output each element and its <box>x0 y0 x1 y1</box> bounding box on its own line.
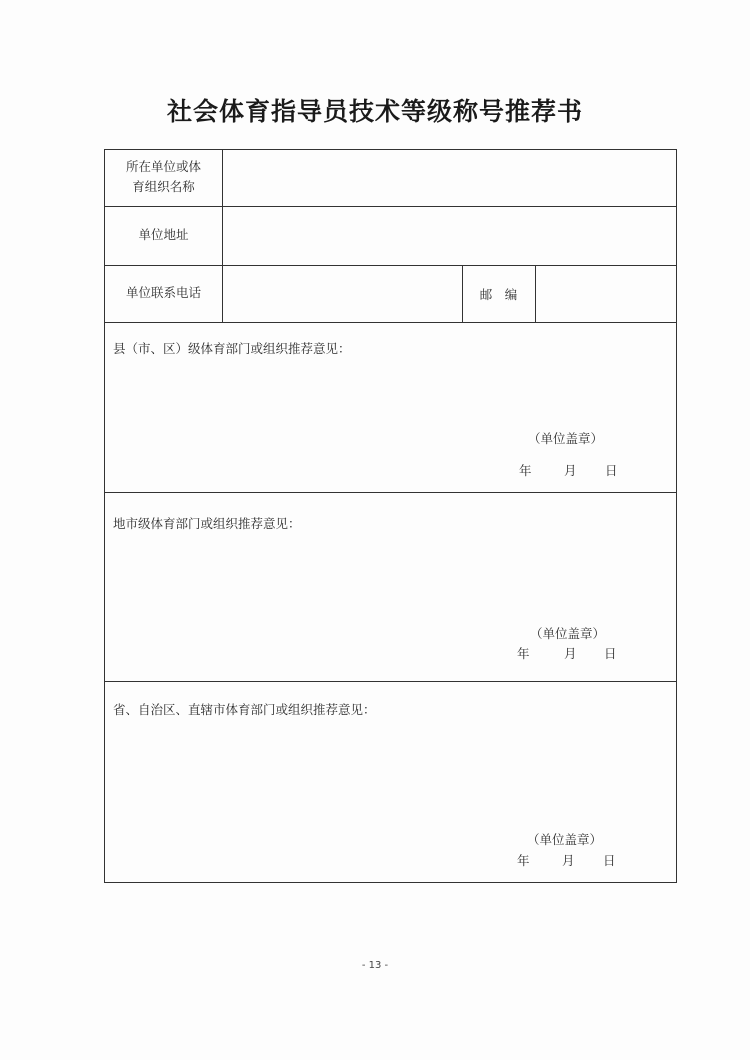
county-stamp-label: （单位盖章） <box>528 431 604 446</box>
recommendation-form <box>104 149 677 883</box>
county-date-month: 月 <box>564 463 577 478</box>
county-opinion-title: 县（市、区）级体育部门或组织推荐意见： <box>113 341 351 356</box>
row-divider-2 <box>105 265 676 266</box>
province-opinion-title: 省、自治区、直辖市体育部门或组织推荐意见： <box>113 702 376 717</box>
row-divider-3 <box>105 322 676 323</box>
unit-name-label-line2: 育组织名称 <box>132 179 195 194</box>
prefecture-opinion-title: 地市级体育部门或组织推荐意见： <box>113 516 301 531</box>
postcode-label: 邮 编 <box>479 287 518 302</box>
row-divider-1 <box>105 206 676 207</box>
section-divider-2 <box>105 681 676 682</box>
document-title: 社会体育指导员技术等级称号推荐书 <box>166 97 583 126</box>
unit-phone-label: 单位联系电话 <box>125 285 201 300</box>
province-stamp-label: （单位盖章） <box>527 832 603 847</box>
province-date-year: 年 <box>517 853 530 868</box>
label-column-divider <box>222 150 223 322</box>
prefecture-stamp-label: （单位盖章） <box>530 626 606 641</box>
page-number: - 13 - <box>361 960 389 971</box>
postcode-label-right-divider <box>535 265 536 322</box>
unit-name-label-line1: 所在单位或体 <box>125 159 201 174</box>
prefecture-date-month: 月 <box>564 646 577 661</box>
province-date-day: 日 <box>603 853 616 868</box>
unit-name-label <box>105 157 222 197</box>
prefecture-date-day: 日 <box>604 646 617 661</box>
province-date-month: 月 <box>562 853 575 868</box>
county-date-day: 日 <box>605 463 618 478</box>
county-date-year: 年 <box>519 463 532 478</box>
section-divider-1 <box>105 492 676 493</box>
unit-address-label: 单位地址 <box>138 227 189 242</box>
prefecture-date-year: 年 <box>517 646 530 661</box>
